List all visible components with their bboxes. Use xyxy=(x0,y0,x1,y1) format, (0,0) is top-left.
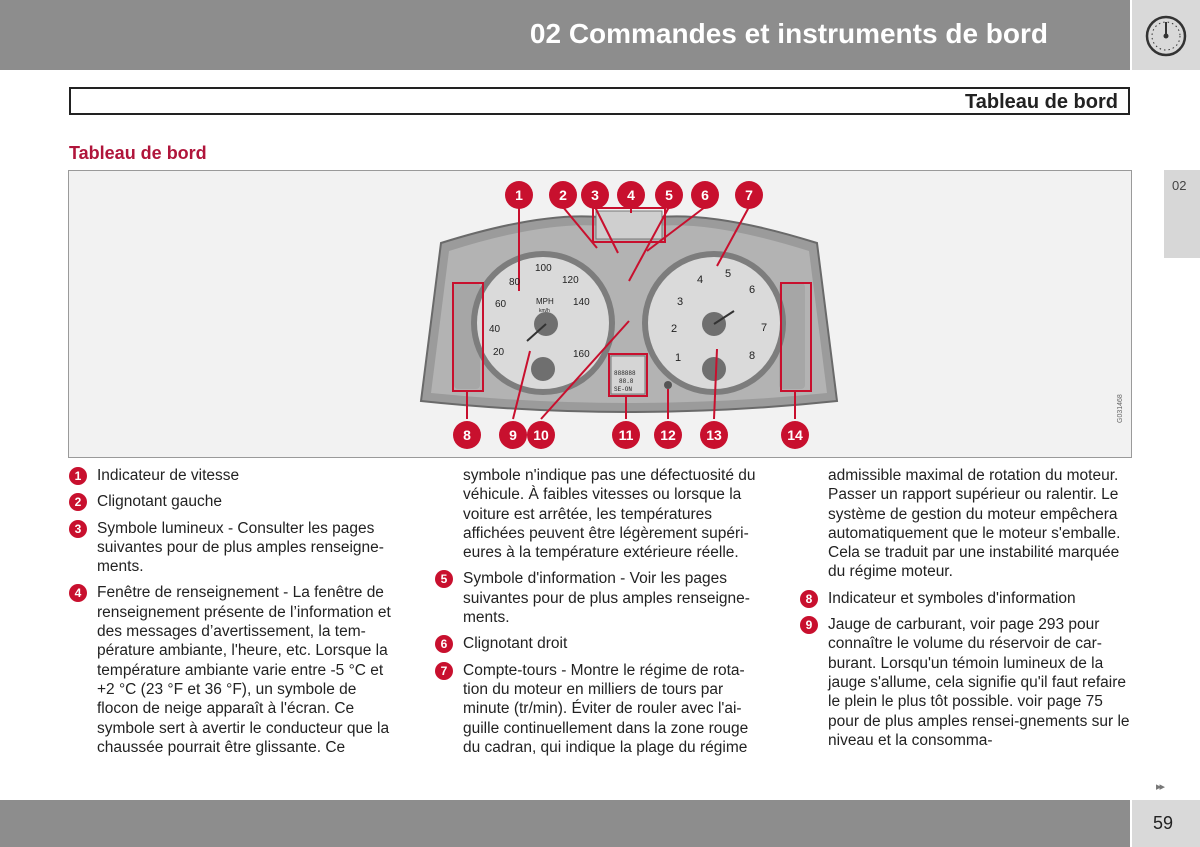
callout-4: 4 xyxy=(627,187,635,203)
item-number-badge: 6 xyxy=(435,635,453,653)
double-arrow-right-icon: ▸▸ xyxy=(1156,781,1164,793)
item-text: Clignotant gauche xyxy=(97,493,222,511)
chapter-title: 02 Commandes et instruments de bord xyxy=(529,18,1048,49)
speed-tick: 20 xyxy=(493,347,505,358)
list-item xyxy=(435,634,765,653)
item-text: Symbole lumineux - Consulter les pages suivantes pour de plus amples renseigne-ments. xyxy=(97,519,384,576)
figure-code: G031468 xyxy=(1117,394,1124,423)
callout-14: 14 xyxy=(787,427,803,443)
text-column-1 xyxy=(69,466,399,764)
side-tab-label: 02 xyxy=(1172,178,1187,193)
item-number-badge: 5 xyxy=(435,570,453,588)
tach-tick: 4 xyxy=(697,274,704,286)
page-number: 59 xyxy=(1153,813,1174,833)
item-text: Fenêtre de renseignement - La fenêtre de renseignement présente de l’information et des messages d’avertissement, la tem-pérature ambiante, l'heure, etc. Lorsque la température ambiante varie entre -5 °C et +2 °C (23 °F et 36 °F), un symbole de flocon de neige apparaît à l'écran. Ce symbole sert à avertir le conducteur que la chaussée pourrait être glissante. Ce xyxy=(97,584,391,756)
info-display-line: 88.8 xyxy=(619,378,634,385)
item-text: Clignotant droit xyxy=(463,635,568,653)
subheading: Tableau de bord xyxy=(69,143,207,163)
callout-7: 7 xyxy=(745,187,753,203)
speed-tick: 40 xyxy=(489,324,501,335)
callout-5: 5 xyxy=(665,187,673,203)
item-text: admissible maximal de rotation du moteur. Passer un rapport supérieur ou ralentir. Le système de gestion du moteur empêchera automatiquement que le moteur s'emballe. Cela se traduit par une instabilité marquée du régime moteur. xyxy=(828,467,1121,581)
item-text: Symbole d'information - Voir les pages suivantes pour de plus amples renseigne-ments. xyxy=(463,570,750,627)
callout-11: 11 xyxy=(618,427,634,443)
list-item xyxy=(800,589,1130,608)
footer-bar xyxy=(0,800,1130,847)
section-title: Tableau de bord xyxy=(965,91,1118,113)
info-display-line: 888888 xyxy=(614,370,636,377)
item-text: Indicateur et symboles d'information xyxy=(828,589,1076,607)
callout-2: 2 xyxy=(559,187,567,203)
callout-8: 8 xyxy=(463,427,471,443)
list-item xyxy=(435,661,765,757)
list-item xyxy=(69,466,399,485)
speed-tick: 60 xyxy=(495,299,507,310)
list-item xyxy=(69,492,399,511)
speed-tick: 100 xyxy=(535,263,552,274)
callout-1: 1 xyxy=(515,187,523,203)
item-text: symbole n'indique pas une défectuosité du véhicule. À faibles vitesses ou lorsque la voiture est arrêtée, les températures affichées peuvent être légèrement supéri-eures à la température extérieure réelle. xyxy=(463,467,756,562)
callout-10: 10 xyxy=(533,427,549,443)
tach-tick: 5 xyxy=(725,268,732,280)
list-item xyxy=(435,569,765,627)
item-number-badge: 3 xyxy=(69,520,87,538)
list-item xyxy=(69,519,399,577)
speed-tick: 120 xyxy=(562,275,579,286)
tach-tick: 8 xyxy=(749,350,756,362)
item-number-badge: 9 xyxy=(800,616,818,634)
callout-9: 9 xyxy=(509,427,517,443)
list-item-continuation xyxy=(435,466,765,562)
text-column-3 xyxy=(800,466,1130,757)
item-text: Jauge de carburant, voir page 293 pour connaître le volume du réservoir de car-burant. Lorsqu'un témoin lumineux de la jauge s'allume, cela signifie qu'il faut refaire le plein le plus tôt possible. voir page 75 pour de plus amples rensei-gnements sur le niveau et la consomma- xyxy=(828,616,1130,749)
tach-tick: 1 xyxy=(675,352,682,364)
list-item-continuation xyxy=(800,466,1130,582)
header-bar xyxy=(0,0,1130,70)
tach-tick: 7 xyxy=(761,322,768,334)
item-number-badge: 1 xyxy=(69,467,87,485)
item-text: Indicateur de vitesse xyxy=(97,467,240,484)
info-display-line: SE-ON xyxy=(614,386,633,393)
gauge-icon xyxy=(1144,14,1188,58)
callout-12: 12 xyxy=(660,427,676,443)
callout-3: 3 xyxy=(591,187,599,203)
tach-tick: 2 xyxy=(671,323,678,335)
item-number-badge: 7 xyxy=(435,662,453,680)
tach-tick: 3 xyxy=(677,296,684,308)
tach-tick: 6 xyxy=(749,284,756,296)
item-number-badge: 4 xyxy=(69,584,87,602)
header-icon-box xyxy=(1132,0,1200,70)
callout-markers xyxy=(69,171,1133,459)
item-number-badge: 2 xyxy=(69,493,87,511)
section-header-box xyxy=(69,87,1130,115)
list-item xyxy=(800,615,1130,750)
text-column-2 xyxy=(435,466,765,764)
callout-13: 13 xyxy=(706,427,722,443)
item-text: Compte-tours - Montre le régime de rota-tion du moteur en milliers de tours par minute (tr/min). Éviter de rouler avec l'ai-guille continuellement dans la zone rouge du cadran, qui indique la plage du régime xyxy=(463,661,749,756)
callout-6: 6 xyxy=(701,187,709,203)
speed-tick: 80 xyxy=(509,277,521,288)
chapter-side-tab xyxy=(1164,170,1200,258)
speed-tick: 140 xyxy=(573,297,590,308)
list-item xyxy=(69,583,399,757)
item-number-badge: 8 xyxy=(800,590,818,608)
speed-tick: 160 xyxy=(573,349,590,360)
speed-subunit-label: km/h xyxy=(539,308,550,314)
speed-unit-label: MPH xyxy=(536,297,554,306)
instrument-cluster-figure xyxy=(68,170,1132,458)
